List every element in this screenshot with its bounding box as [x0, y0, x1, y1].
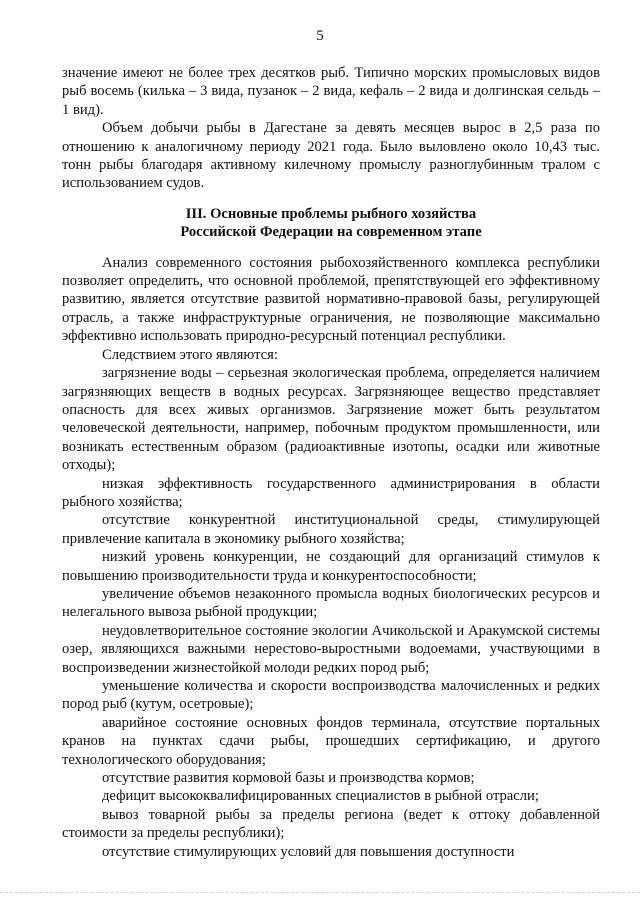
paragraph-analysis: Анализ современного состояния рыбохозяйственного комплекса республики позволяет определить, что основной проблемой, препятствующей его эффективному развитию, является отсутствие развитой нормативно-правовой базы, регулирующей отрасль, а также инфраструктурные ограничения, не позволяющие максимально эффективно использовать природно-ресурсный потенциал республики.	[62, 254, 600, 345]
paragraph-continuation: значение имеют не более трех десятков рыб. Типично морских промысловых видов рыб восемь (килька – 3 вида, пузанок – 2 вида, кефаль – 2 вида и долгинская сельдь – 1 вид).	[62, 65, 600, 118]
list-item: увеличение объемов незаконного промысла водных биологических ресурсов и нелегального вывоза рыбной продукции;	[62, 585, 600, 621]
section-heading-line-1: III. Основные проблемы рыбного хозяйства	[185, 205, 477, 222]
document-body	[62, 64, 600, 861]
scan-artifact-line	[0, 892, 640, 899]
list-item: отсутствие конкурентной институциональной среды, стимулирующей привлечение капитала в экономику рыбного хозяйства;	[62, 512, 600, 547]
list-item: уменьшение количества и скорости воспроизводства малочисленных и редких пород рыб (кутум, осетровые);	[62, 678, 600, 713]
list-item: отсутствие развития кормовой базы и производства кормов;	[102, 770, 475, 787]
list-item: аварийное состояние основных фондов терминала, отсутствие портальных кранов на пунктах сдачи рыбы, прошедших сертификацию, и другого технологического оборудования;	[62, 714, 600, 768]
list-item: неудовлетворительное состояние экологии Ачикольской и Аракумской системы озер, являющихся важными нерестово-выростными водоемами, участвующими в воспроизведении жизнестойкой молоди редких пород рыб;	[62, 622, 600, 676]
list-item: дефицит высококвалифицированных специалистов в рыбной отрасли;	[102, 788, 539, 805]
page-number: 5	[316, 28, 324, 44]
list-item: вывоз товарной рыбы за пределы региона (ведет к оттоку добавленной стоимости за пределы республики);	[62, 806, 600, 842]
list-item: загрязнение воды – серьезная экологическая проблема, определяется наличием загрязняющих веществ в водных ресурсах. Загрязняющее вещество представляет опасность для всех живых организмов. Загрязнение может быть результатом человеческой деятельности, например, побочным продуктом промышленности, или возникать естественным образом (радиоактивные изотопы, осадки или животные отходы);	[62, 365, 600, 474]
paragraph-fish-catch: Объем добычи рыбы в Дагестане за девять месяцев вырос в 2,5 раза по отношению к аналогичному периоду 2021 года. Было выловлено около 10,43 тыс. тонн рыбы благодаря активному килечному промыслу разноглубинным тралом с использованием судов.	[62, 120, 600, 192]
section-heading-line-2: Российской Федерации на современном этапе	[180, 224, 482, 241]
list-item: отсутствие стимулирующих условий для повышения доступности	[102, 843, 515, 860]
paragraph-consequences-intro: Следствием этого являются:	[102, 346, 278, 363]
list-item: низкая эффективность государственного администрирования в области рыбного хозяйства;	[62, 475, 600, 510]
section-heading	[62, 205, 600, 242]
list-item: низкий уровень конкуренции, не создающий для организаций стимулов к повышению производительности труда и конкурентоспособности;	[62, 549, 600, 584]
